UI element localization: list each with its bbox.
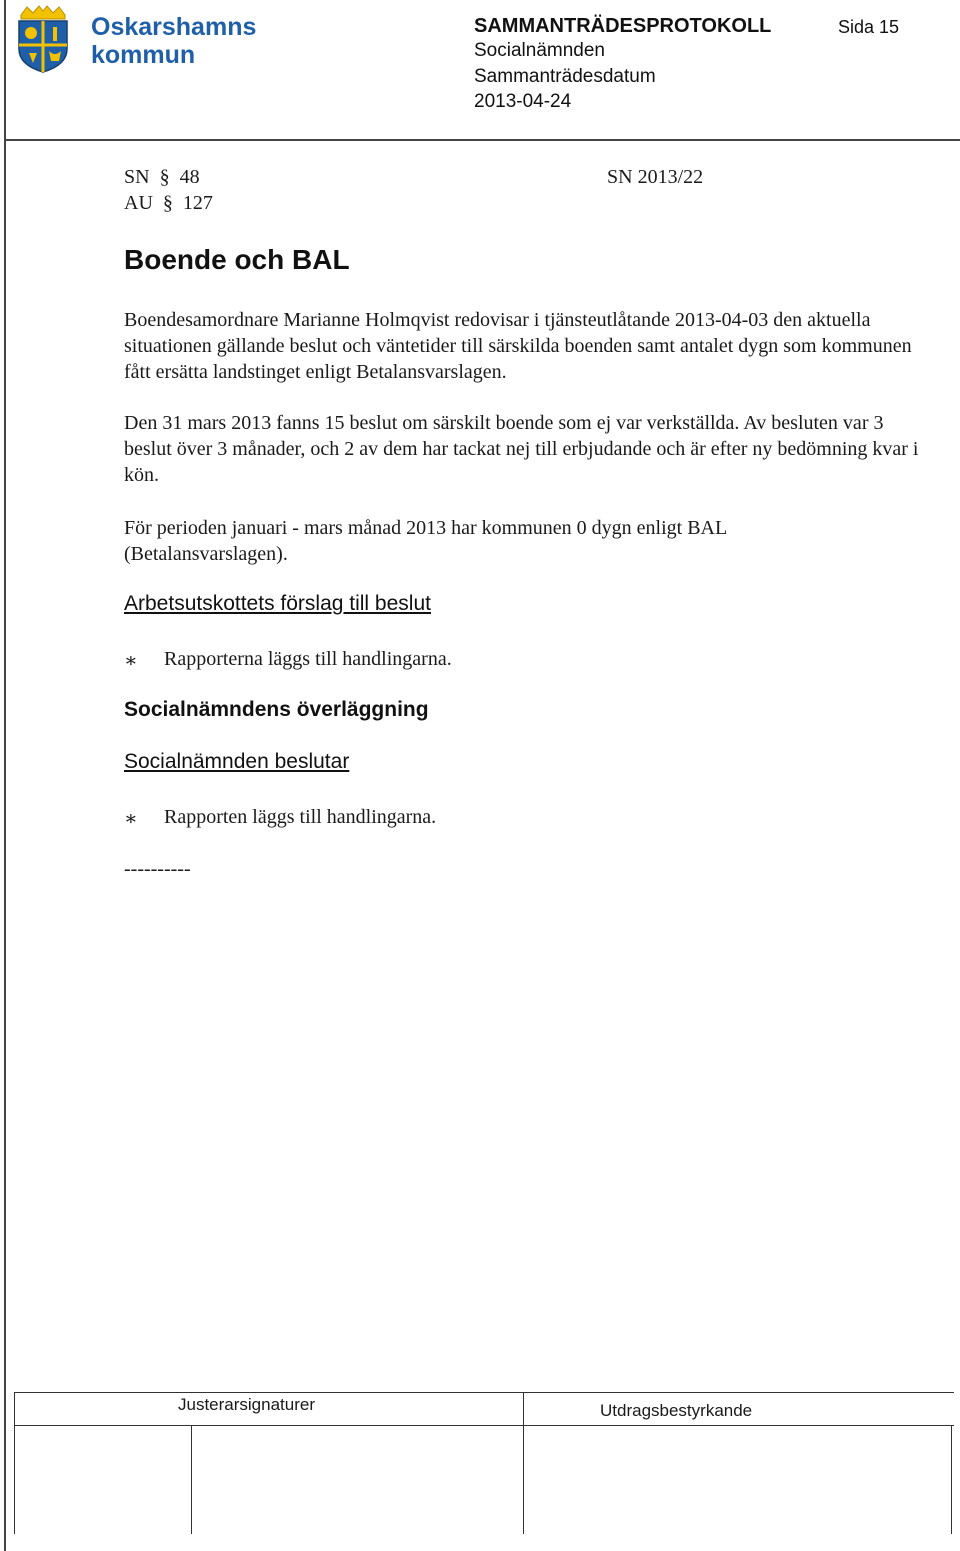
decision-item: Rapporten läggs till handlingarna. [164, 806, 437, 828]
au-proposal-heading: Arbetsutskottets förslag till beslut [124, 592, 431, 615]
paragraph-1: Boendesamordnare Marianne Holmqvist redovisar i tjänsteutlåtande 2013-04-03 den aktuella situationen gällande beslut och väntetider till särskilda boenden samt antalet dygn som kommunen fått ersätta landstinget enligt Betalansvarslagen. [124, 309, 912, 383]
meeting-date-label: Sammanträdesdatum [474, 66, 656, 87]
au-number: 127 [182, 192, 213, 214]
document-type-title: SAMMANTRÄDESPROTOKOLL [474, 15, 772, 37]
paragraph-3: För perioden januari - mars månad 2013 har kommunen 0 dygn enligt BAL (Betalansvarslagen). [124, 517, 727, 565]
au-paragraph-ref [124, 192, 213, 215]
section-sign-icon: § [154, 166, 175, 188]
deliberation-heading: Socialnämndens överläggning [124, 698, 429, 721]
au-label: AU [124, 192, 153, 214]
au-proposal-item: Rapporterna läggs till handlingarna. [164, 648, 452, 670]
header-divider [4, 139, 960, 141]
bullet-asterisk-icon: ∗ [124, 650, 138, 672]
logo-wordmark [91, 13, 256, 69]
table-rule [14, 1392, 15, 1534]
page-number: Sida 15 [838, 17, 900, 37]
table-rule [14, 1392, 954, 1393]
left-margin-rule [4, 0, 6, 1551]
logo-line-2: kommun [91, 41, 196, 69]
coat-of-arms-icon [15, 5, 71, 73]
table-rule [14, 1425, 954, 1426]
meeting-date: 2013-04-24 [474, 91, 572, 112]
logo-line-1: Oskarshamns [91, 13, 257, 41]
signature-table [14, 1392, 954, 1534]
certification-label: Utdragsbestyrkande [600, 1401, 753, 1420]
page-title: Boende och BAL [124, 244, 350, 275]
end-separator: ---------- [124, 858, 191, 880]
committee-name: Socialnämnden [474, 40, 605, 61]
signatures-label: Justerarsignaturer [178, 1395, 316, 1414]
table-rule [191, 1425, 192, 1534]
municipality-logo [15, 5, 265, 73]
paragraph-2: Den 31 mars 2013 fanns 15 beslut om särskilt boende som ej var verkställda. Av besluten var 3 beslut över 3 månader, och 2 av dem har tackat nej till erbjudande och är efter ny bedömning kvar i kön. [124, 412, 919, 486]
sn-label: SN [124, 166, 150, 188]
decision-heading: Socialnämnden beslutar [124, 750, 350, 773]
diary-number: SN 2013/22 [607, 166, 704, 188]
section-sign-icon: § [157, 192, 178, 214]
table-rule [951, 1425, 952, 1534]
sn-number: 48 [179, 166, 200, 188]
table-rule [523, 1392, 524, 1534]
sn-paragraph-ref [124, 166, 200, 189]
bullet-asterisk-icon: ∗ [124, 808, 138, 830]
